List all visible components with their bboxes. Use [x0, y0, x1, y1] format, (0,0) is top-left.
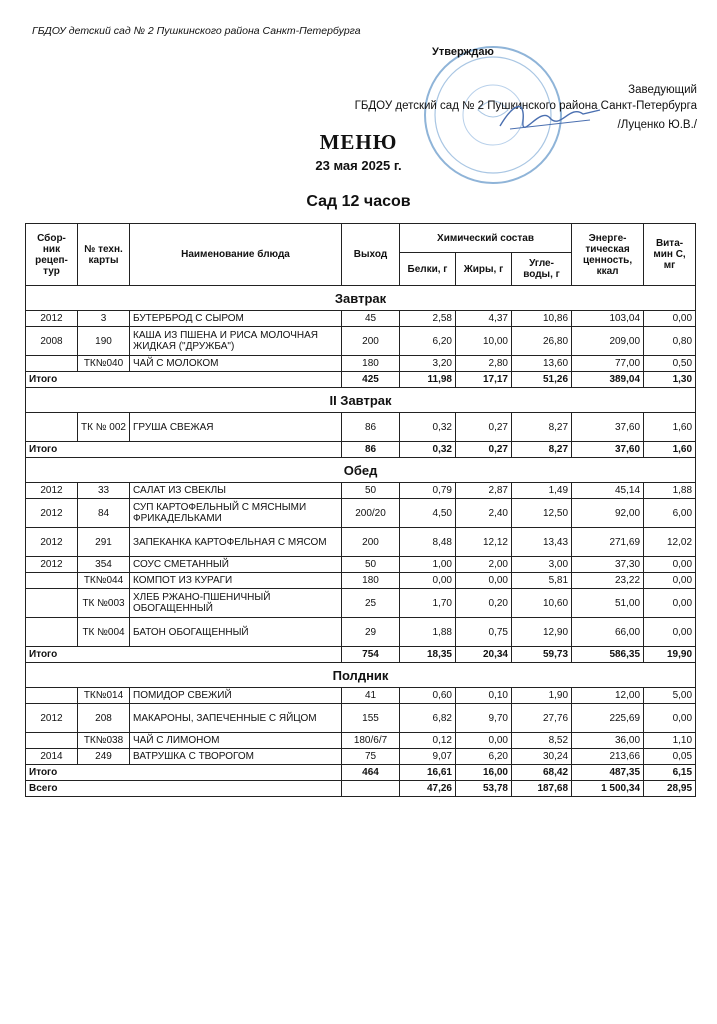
techcard-cell: 249 — [78, 749, 130, 765]
energy-cell: 225,69 — [572, 704, 644, 733]
energy-cell: 66,00 — [572, 618, 644, 647]
subtotal-energy: 586,35 — [572, 647, 644, 663]
dish-name-cell: СОУС СМЕТАННЫЙ — [130, 557, 342, 573]
approval-title: Утверждаю — [432, 46, 494, 58]
vitamin-cell: 0,00 — [644, 618, 696, 647]
subtotal-vitamin: 1,60 — [644, 442, 696, 458]
dish-name-cell: БАТОН ОБОГАЩЕННЫЙ — [130, 618, 342, 647]
menu-table-body — [26, 286, 696, 797]
vitamin-cell: 5,00 — [644, 688, 696, 704]
protein-cell: 0,00 — [400, 573, 456, 589]
techcard-cell: ТК № 002 — [78, 413, 130, 442]
subtotal-vitamin: 1,30 — [644, 372, 696, 388]
output-cell: 86 — [342, 413, 400, 442]
table-row — [26, 589, 696, 618]
vitamin-cell: 0,00 — [644, 704, 696, 733]
fat-cell: 2,40 — [456, 499, 512, 528]
techcard-cell: 84 — [78, 499, 130, 528]
col-header-fat: Жиры, г — [456, 253, 512, 286]
col-header-chem: Химический состав — [400, 224, 572, 253]
table-row — [26, 356, 696, 372]
subtotal-output: 86 — [342, 442, 400, 458]
energy-cell: 23,22 — [572, 573, 644, 589]
carbs-cell: 8,52 — [512, 733, 572, 749]
menu-date: 23 мая 2025 г. — [315, 158, 402, 173]
table-row — [26, 618, 696, 647]
subtotal-output: 425 — [342, 372, 400, 388]
carbs-cell: 13,43 — [512, 528, 572, 557]
carbs-cell: 1,49 — [512, 483, 572, 499]
subtotal-carbs: 68,42 — [512, 765, 572, 781]
dish-name-cell: ПОМИДОР СВЕЖИЙ — [130, 688, 342, 704]
fat-cell: 12,12 — [456, 528, 512, 557]
dish-name-cell: ВАТРУШКА С ТВОРОГОМ — [130, 749, 342, 765]
subtotal-energy: 389,04 — [572, 372, 644, 388]
carbs-cell: 30,24 — [512, 749, 572, 765]
vitamin-cell: 0,00 — [644, 589, 696, 618]
dish-name-cell: ЧАЙ С МОЛОКОМ — [130, 356, 342, 372]
subtotal-fat: 16,00 — [456, 765, 512, 781]
output-cell: 45 — [342, 311, 400, 327]
protein-cell: 1,70 — [400, 589, 456, 618]
fat-cell: 0,10 — [456, 688, 512, 704]
output-cell: 155 — [342, 704, 400, 733]
section-header-row — [26, 458, 696, 483]
carbs-cell: 26,80 — [512, 327, 572, 356]
table-row — [26, 733, 696, 749]
subtotal-protein: 16,61 — [400, 765, 456, 781]
techcard-cell: 33 — [78, 483, 130, 499]
table-row — [26, 557, 696, 573]
vitamin-cell: 0,00 — [644, 311, 696, 327]
carbs-cell: 10,86 — [512, 311, 572, 327]
subtotal-carbs: 8,27 — [512, 442, 572, 458]
subtotal-row — [26, 442, 696, 458]
section-title: Обед — [26, 458, 696, 483]
fat-cell: 2,87 — [456, 483, 512, 499]
col-header-techcard: № техн. карты — [78, 224, 130, 286]
section-title: Завтрак — [26, 286, 696, 311]
dish-name-cell: ХЛЕБ РЖАНО-ПШЕНИЧНЫЙ ОБОГАЩЕННЫЙ — [130, 589, 342, 618]
subtotal-protein: 11,98 — [400, 372, 456, 388]
table-row — [26, 704, 696, 733]
output-cell: 75 — [342, 749, 400, 765]
energy-cell: 77,00 — [572, 356, 644, 372]
techcard-cell: 208 — [78, 704, 130, 733]
table-row — [26, 327, 696, 356]
techcard-cell: ТК№040 — [78, 356, 130, 372]
subtotal-row — [26, 372, 696, 388]
subtotal-label: Итого — [26, 647, 342, 663]
protein-cell: 6,20 — [400, 327, 456, 356]
output-cell: 29 — [342, 618, 400, 647]
protein-cell: 1,88 — [400, 618, 456, 647]
vitamin-cell: 6,00 — [644, 499, 696, 528]
col-header-protein: Белки, г — [400, 253, 456, 286]
energy-cell: 51,00 — [572, 589, 644, 618]
approver-organization: ГБДОУ детский сад № 2 Пушкинского района Санкт-Петербурга — [354, 100, 697, 112]
grand-total-label: Всего — [26, 781, 342, 797]
table-row — [26, 499, 696, 528]
grand-total-energy: 1 500,34 — [572, 781, 644, 797]
energy-cell: 45,14 — [572, 483, 644, 499]
output-cell: 200 — [342, 528, 400, 557]
protein-cell: 2,58 — [400, 311, 456, 327]
carbs-cell: 12,50 — [512, 499, 572, 528]
recipe-collection-cell — [26, 413, 78, 442]
output-cell: 50 — [342, 557, 400, 573]
techcard-cell: 3 — [78, 311, 130, 327]
protein-cell: 6,82 — [400, 704, 456, 733]
vitamin-cell: 0,50 — [644, 356, 696, 372]
fat-cell: 0,75 — [456, 618, 512, 647]
recipe-collection-cell: 2012 — [26, 704, 78, 733]
output-cell: 180/6/7 — [342, 733, 400, 749]
dish-name-cell: КОМПОТ ИЗ КУРАГИ — [130, 573, 342, 589]
table-row — [26, 483, 696, 499]
section-header-row — [26, 388, 696, 413]
subtotal-vitamin: 6,15 — [644, 765, 696, 781]
energy-cell: 213,66 — [572, 749, 644, 765]
col-header-collection: Сбор-ник рецеп-тур — [26, 224, 78, 286]
protein-cell: 3,20 — [400, 356, 456, 372]
dish-name-cell: СУП КАРТОФЕЛЬНЫЙ С МЯСНЫМИ ФРИКАДЕЛЬКАМИ — [130, 499, 342, 528]
dish-name-cell: КАША ИЗ ПШЕНА И РИСА МОЛОЧНАЯ ЖИДКАЯ ("ДРУЖБА") — [130, 327, 342, 356]
approver-name: /Луценко Ю.В./ — [617, 119, 697, 131]
output-cell: 180 — [342, 573, 400, 589]
menu-table — [25, 223, 696, 797]
energy-cell: 12,00 — [572, 688, 644, 704]
grand-total-row — [26, 781, 696, 797]
vitamin-cell: 1,60 — [644, 413, 696, 442]
output-cell: 50 — [342, 483, 400, 499]
energy-cell: 271,69 — [572, 528, 644, 557]
organization-header: ГБДОУ детский сад № 2 Пушкинского района Санкт-Петербурга — [32, 25, 361, 37]
table-row — [26, 749, 696, 765]
carbs-cell: 1,90 — [512, 688, 572, 704]
subtotal-energy: 487,35 — [572, 765, 644, 781]
recipe-collection-cell: 2012 — [26, 499, 78, 528]
section-header-row — [26, 663, 696, 688]
techcard-cell: 190 — [78, 327, 130, 356]
subtotal-label: Итого — [26, 442, 342, 458]
grand-total-fat: 53,78 — [456, 781, 512, 797]
subtotal-protein: 18,35 — [400, 647, 456, 663]
recipe-collection-cell — [26, 573, 78, 589]
fat-cell: 0,20 — [456, 589, 512, 618]
fat-cell: 4,37 — [456, 311, 512, 327]
techcard-cell: 354 — [78, 557, 130, 573]
col-header-vitamin: Вита-мин С, мг — [644, 224, 696, 286]
section-title: II Завтрак — [26, 388, 696, 413]
dish-name-cell: МАКАРОНЫ, ЗАПЕЧЕННЫЕ С ЯЙЦОМ — [130, 704, 342, 733]
fat-cell: 0,00 — [456, 573, 512, 589]
section-title: Полдник — [26, 663, 696, 688]
techcard-cell: ТК№014 — [78, 688, 130, 704]
protein-cell: 1,00 — [400, 557, 456, 573]
fat-cell: 0,00 — [456, 733, 512, 749]
grand-total-vitamin: 28,95 — [644, 781, 696, 797]
energy-cell: 209,00 — [572, 327, 644, 356]
carbs-cell: 27,76 — [512, 704, 572, 733]
energy-cell: 36,00 — [572, 733, 644, 749]
techcard-cell: ТК№038 — [78, 733, 130, 749]
grand-total-protein: 47,26 — [400, 781, 456, 797]
table-row — [26, 573, 696, 589]
recipe-collection-cell — [26, 618, 78, 647]
subtotal-fat: 20,34 — [456, 647, 512, 663]
subtotal-fat: 0,27 — [456, 442, 512, 458]
carbs-cell: 8,27 — [512, 413, 572, 442]
energy-cell: 37,30 — [572, 557, 644, 573]
subtotal-row — [26, 765, 696, 781]
recipe-collection-cell — [26, 589, 78, 618]
approver-role: Заведующий — [628, 84, 697, 96]
subtotal-vitamin: 19,90 — [644, 647, 696, 663]
recipe-collection-cell — [26, 733, 78, 749]
vitamin-cell: 1,10 — [644, 733, 696, 749]
protein-cell: 0,60 — [400, 688, 456, 704]
table-row — [26, 688, 696, 704]
recipe-collection-cell — [26, 688, 78, 704]
carbs-cell: 5,81 — [512, 573, 572, 589]
subtotal-row — [26, 647, 696, 663]
protein-cell: 4,50 — [400, 499, 456, 528]
subtotal-carbs: 59,73 — [512, 647, 572, 663]
col-header-carbs: Угле-воды, г — [512, 253, 572, 286]
protein-cell: 0,32 — [400, 413, 456, 442]
energy-cell: 37,60 — [572, 413, 644, 442]
output-cell: 200/20 — [342, 499, 400, 528]
fat-cell: 0,27 — [456, 413, 512, 442]
col-header-energy: Энерге-тическая ценность, ккал — [572, 224, 644, 286]
carbs-cell: 12,90 — [512, 618, 572, 647]
table-row — [26, 311, 696, 327]
techcard-cell: ТК№044 — [78, 573, 130, 589]
protein-cell: 8,48 — [400, 528, 456, 557]
dish-name-cell: САЛАТ ИЗ СВЕКЛЫ — [130, 483, 342, 499]
fat-cell: 10,00 — [456, 327, 512, 356]
subtotal-protein: 0,32 — [400, 442, 456, 458]
vitamin-cell: 0,80 — [644, 327, 696, 356]
vitamin-cell: 0,00 — [644, 573, 696, 589]
group-title: Сад 12 часов — [306, 193, 411, 210]
output-cell: 200 — [342, 327, 400, 356]
techcard-cell: 291 — [78, 528, 130, 557]
recipe-collection-cell: 2012 — [26, 528, 78, 557]
vitamin-cell: 1,88 — [644, 483, 696, 499]
recipe-collection-cell: 2014 — [26, 749, 78, 765]
vitamin-cell: 0,05 — [644, 749, 696, 765]
protein-cell: 0,79 — [400, 483, 456, 499]
col-header-name: Наименование блюда — [130, 224, 342, 286]
output-cell: 41 — [342, 688, 400, 704]
recipe-collection-cell: 2012 — [26, 483, 78, 499]
table-row — [26, 528, 696, 557]
grand-total-carbs: 187,68 — [512, 781, 572, 797]
techcard-cell: ТК №003 — [78, 589, 130, 618]
subtotal-label: Итого — [26, 372, 342, 388]
subtotal-carbs: 51,26 — [512, 372, 572, 388]
recipe-collection-cell: 2008 — [26, 327, 78, 356]
vitamin-cell: 12,02 — [644, 528, 696, 557]
subtotal-output: 754 — [342, 647, 400, 663]
subtotal-energy: 37,60 — [572, 442, 644, 458]
protein-cell: 9,07 — [400, 749, 456, 765]
vitamin-cell: 0,00 — [644, 557, 696, 573]
fat-cell: 9,70 — [456, 704, 512, 733]
recipe-collection-cell — [26, 356, 78, 372]
carbs-cell: 13,60 — [512, 356, 572, 372]
energy-cell: 92,00 — [572, 499, 644, 528]
techcard-cell: ТК №004 — [78, 618, 130, 647]
carbs-cell: 3,00 — [512, 557, 572, 573]
dish-name-cell: ГРУША СВЕЖАЯ — [130, 413, 342, 442]
grand-total-output — [342, 781, 400, 797]
protein-cell: 0,12 — [400, 733, 456, 749]
output-cell: 180 — [342, 356, 400, 372]
fat-cell: 2,00 — [456, 557, 512, 573]
subtotal-fat: 17,17 — [456, 372, 512, 388]
recipe-collection-cell: 2012 — [26, 311, 78, 327]
fat-cell: 6,20 — [456, 749, 512, 765]
subtotal-output: 464 — [342, 765, 400, 781]
output-cell: 25 — [342, 589, 400, 618]
dish-name-cell: ЧАЙ С ЛИМОНОМ — [130, 733, 342, 749]
page-title: МЕНЮ — [319, 130, 398, 154]
subtotal-label: Итого — [26, 765, 342, 781]
energy-cell: 103,04 — [572, 311, 644, 327]
fat-cell: 2,80 — [456, 356, 512, 372]
section-header-row — [26, 286, 696, 311]
table-row — [26, 413, 696, 442]
dish-name-cell: БУТЕРБРОД С СЫРОМ — [130, 311, 342, 327]
carbs-cell: 10,60 — [512, 589, 572, 618]
dish-name-cell: ЗАПЕКАНКА КАРТОФЕЛЬНАЯ С МЯСОМ — [130, 528, 342, 557]
recipe-collection-cell: 2012 — [26, 557, 78, 573]
col-header-output: Выход — [342, 224, 400, 286]
